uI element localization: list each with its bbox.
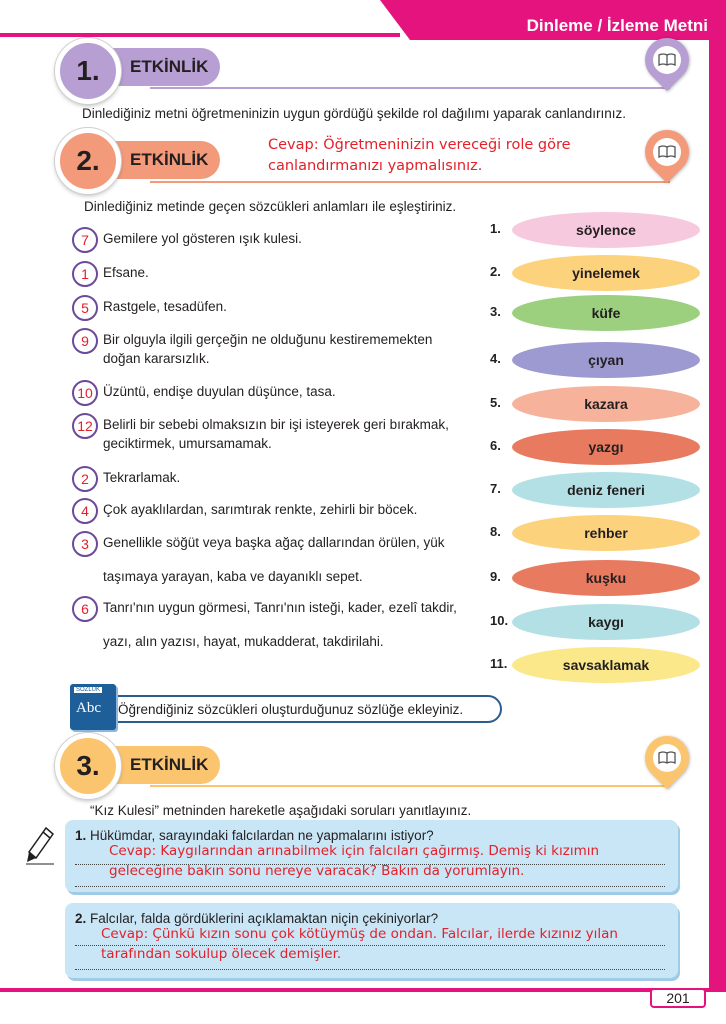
activity-2-rule: [150, 181, 670, 183]
word-number: 4.: [490, 351, 501, 366]
dictionary-instruction: Öğrendiğiniz sözcükleri oluşturduğunuz sözlüğe ekleyiniz.: [118, 701, 464, 717]
definition-text-line2: taşımaya yarayan, kaba ve dayanıklı sepet.: [103, 569, 363, 584]
word-row: [490, 386, 705, 422]
book-pin-icon: [636, 121, 698, 183]
answer-circle[interactable]: 10: [72, 380, 98, 406]
activity-3-number: 3.: [55, 733, 121, 799]
word-row: [490, 429, 705, 465]
activity-3-label: ETKİNLİK: [130, 755, 209, 774]
word-number: 6.: [490, 438, 501, 453]
definition-text: Üzüntü, endişe duyulan düşünce, tasa.: [103, 384, 336, 399]
word-row: [490, 647, 705, 683]
word-oval: rehber: [512, 515, 700, 551]
word-oval: savsaklamak: [512, 647, 700, 683]
word-oval: küfe: [512, 295, 700, 331]
definition-text: Rastgele, tesadüfen.: [103, 299, 227, 314]
word-number: 9.: [490, 569, 501, 584]
dictionary-badge-abc: Abc: [76, 700, 101, 716]
activity-2-label: ETKİNLİK: [130, 150, 209, 169]
answer-circle[interactable]: 4: [72, 498, 98, 524]
word-row: [490, 472, 705, 508]
footer-rule: [0, 988, 726, 992]
word-row: [490, 212, 705, 248]
dictionary-book-icon: [70, 684, 116, 730]
question-box: [65, 903, 678, 978]
word-row: [490, 515, 705, 551]
pencil-icon: [26, 826, 56, 866]
word-row: [490, 342, 705, 378]
word-oval: kazara: [512, 386, 700, 422]
definition-text-line1: Bir olguyla ilgili gerçeğin ne olduğunu kestirememekten: [103, 332, 433, 347]
activity-1-label: ETKİNLİK: [130, 57, 209, 76]
definition-text: Tekrarlamak.: [103, 470, 181, 485]
definition-text: Çok ayaklılardan, sarımtırak renkte, zehirli bir böcek.: [103, 502, 418, 517]
question-label: Falcılar, falda gördüklerini açıklamaktan niçin çekiniyorlar?: [90, 911, 439, 926]
definition-text-line2: yazı, alın yazısı, hayat, mukadderat, takdirilahi.: [103, 634, 384, 649]
word-oval: söylence: [512, 212, 700, 248]
word-number: 3.: [490, 304, 501, 319]
word-oval: çıyan: [512, 342, 700, 378]
activity-1-number: 1.: [55, 38, 121, 104]
answer-text-line2[interactable]: tarafından sokulup ölecek demişler.: [101, 946, 342, 962]
definition-text-line1: Belirli bir sebebi olmaksızın bir işi isteyerek geri bırakmak,: [103, 417, 449, 432]
dictionary-instruction-bar: [90, 695, 502, 723]
word-oval: yinelemek: [512, 255, 700, 291]
word-number: 1.: [490, 221, 501, 236]
answer-line: [75, 969, 665, 970]
header-title: Dinleme / İzleme Metni: [526, 16, 708, 35]
word-row: [490, 560, 705, 596]
activity-2-answer-line2: canlandırmanızı yapmalısınız.: [268, 158, 483, 174]
definition-text-line1: Genellikle söğüt veya başka ağaç dallarından örülen, yük: [103, 535, 445, 550]
question-number: 1.: [75, 828, 87, 843]
answer-circle[interactable]: 6: [72, 596, 98, 622]
question-box: [65, 820, 678, 892]
definition-text-line1: Tanrı'nın uygun görmesi, Tanrı'nın isteği, kader, ezelî takdir,: [103, 600, 457, 615]
word-number: 7.: [490, 481, 501, 496]
word-number: 8.: [490, 524, 501, 539]
answer-text-line1[interactable]: Cevap: Çünkü kızın sonu çok kötüymüş de ondan. Falcılar, ilerde kızınız yılan: [101, 926, 618, 942]
answer-circle[interactable]: 3: [72, 531, 98, 557]
question-label: Hükümdar, sarayındaki falcılardan ne yapmalarını istiyor?: [90, 828, 434, 843]
word-oval: deniz feneri: [512, 472, 700, 508]
answer-circle[interactable]: 1: [72, 261, 98, 287]
definition-text-line2: geciktirmek, umursamamak.: [103, 436, 272, 451]
word-oval: kaygı: [512, 604, 700, 640]
word-row: [490, 604, 705, 640]
answer-circle[interactable]: 5: [72, 295, 98, 321]
page-number: 201: [650, 988, 706, 1008]
answer-text-line1[interactable]: Cevap: Kaygılarından arınabilmek için falcıları çağırmış. Demiş ki kızımın: [109, 843, 600, 859]
word-oval: kuşku: [512, 560, 700, 596]
answer-text-line2[interactable]: geleceğine bakın sonu nereye varacak? Bakın da yorumlayın.: [109, 863, 525, 879]
word-number: 10.: [490, 613, 509, 628]
word-number: 5.: [490, 395, 501, 410]
word-oval: yazgı: [512, 429, 700, 465]
answer-circle[interactable]: 2: [72, 466, 98, 492]
activity-3-instruction: “Kız Kulesi” metninden hareketle aşağıdaki soruları yanıtlayınız.: [90, 803, 472, 818]
answer-circle[interactable]: 9: [72, 328, 98, 354]
activity-1-rule: [150, 87, 670, 89]
activity-3-rule: [150, 785, 670, 787]
answer-circle[interactable]: 7: [72, 227, 98, 253]
book-pin-icon: [636, 727, 698, 789]
word-row: [490, 295, 705, 331]
answer-circle[interactable]: 12: [72, 413, 98, 439]
definition-text-line2: doğan kararsızlık.: [103, 351, 210, 366]
activity-2-instruction: Dinlediğiniz metinde geçen sözcükleri anlamları ile eşleştiriniz.: [84, 199, 457, 214]
answer-line: [75, 886, 665, 887]
activity-2-number: 2.: [55, 128, 121, 194]
dictionary-badge-small: SÖZLÜK: [76, 687, 101, 693]
page-edge-strip: [709, 30, 726, 990]
definition-text: Gemilere yol gösteren ışık kulesi.: [103, 231, 302, 246]
question-number: 2.: [75, 911, 87, 926]
word-row: [490, 255, 705, 291]
word-number: 2.: [490, 264, 501, 279]
word-number: 11.: [490, 656, 508, 671]
activity-2-answer-line1: Cevap: Öğretmeninizin vereceği role göre: [268, 137, 571, 153]
activity-1-instruction: Dinlediğiniz metni öğretmeninizin uygun gördüğü şekilde rol dağılımı yaparak canlandırınız.: [82, 106, 627, 121]
definition-text: Efsane.: [103, 265, 149, 280]
